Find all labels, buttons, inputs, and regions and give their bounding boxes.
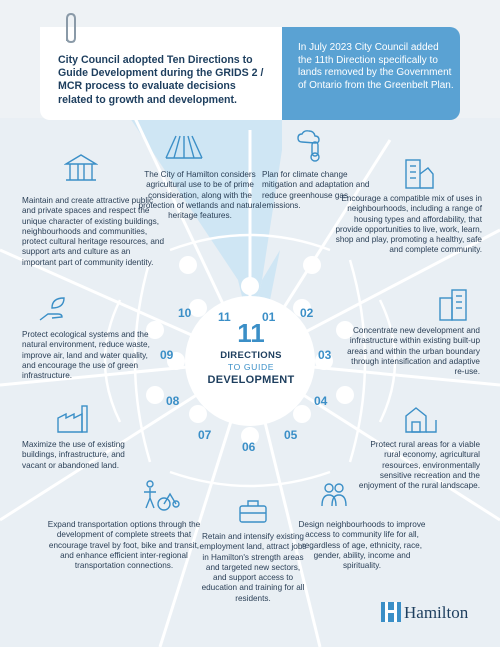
- buildings-icon: [438, 288, 470, 322]
- number-10: 10: [178, 306, 192, 320]
- direction-11-text: The City of Hamilton considers agricultural use to be of prime consideration, along with the protection of wetlands and natural heritage features.: [138, 170, 262, 221]
- number-01: 01: [262, 310, 276, 324]
- hamilton-logo-icon: [380, 600, 402, 624]
- direction-05-text: Design neighbourhoods to improve access to community life for all, regardless of age, ethnicity, race, gender, ability, income and spirituality.: [298, 520, 426, 571]
- factory-icon: [56, 404, 90, 434]
- number-02: 02: [300, 306, 314, 320]
- number-09: 09: [160, 348, 174, 362]
- direction-02-text: Encourage a compatible mix of uses in neighbourhoods, including a range of housing types and affordability, that provide opportunities to live, work, learn, shop and play, promoting a healthy, safe and complete community.: [335, 194, 482, 255]
- barn-icon: [402, 404, 438, 434]
- field-rows-icon: [164, 132, 204, 160]
- heritage-icon: [64, 152, 98, 184]
- neighbourhood-houses-icon: [402, 156, 434, 190]
- center-line2: TO GUIDE: [227, 362, 275, 372]
- climate-thermometer-icon: [296, 128, 326, 162]
- hand-leaf-icon: [38, 294, 70, 324]
- pedestrian-bike-icon: [140, 480, 180, 512]
- direction-07-text: Expand transportation options through the development of complete streets that encourage travel by foot, bike and transit, and enhance efficient inter-regional transportation connections.: [47, 520, 201, 571]
- number-08: 08: [166, 394, 180, 408]
- direction-06-text: Retain and intensify existing employment land, attract jobs in Hamilton's strength areas and targeted new sectors, and support access to education and training for all residents.: [199, 532, 307, 603]
- paperclip-icon: [58, 11, 84, 47]
- number-04: 04: [314, 394, 328, 408]
- number-11: 11: [218, 310, 231, 324]
- direction-10-text: Maintain and create attractive public and private spaces and respect the unique character of existing buildings, neighbourhoods and communities, protect cultural heritage resources, and support arts and culture as an important part of community identity.: [22, 196, 164, 267]
- direction-04-text: Protect rural areas for a viable rural economy, agricultural resources, environmentally sensitive recreation and the enjoyment of the rural landscape.: [358, 440, 480, 491]
- direction-03-text: Concentrate new development and infrastructure within existing built-up areas and within the urban boundary through intensification and adaptive re-use.: [347, 326, 480, 377]
- number-07: 07: [198, 428, 212, 442]
- center-line3: DEVELOPMENT: [207, 374, 295, 386]
- community-people-icon: [320, 480, 348, 508]
- number-06: 06: [242, 440, 256, 454]
- direction-08-text: Maximize the use of existing buildings, infrastructure, and vacant or abandoned land.: [22, 440, 125, 470]
- header-left-text: City Council adopted Ten Directions to Guide Development during the GRIDS 2 / MCR process to evaluate decisions related to growth and development.: [58, 54, 264, 106]
- direction-09-text: Protect ecological systems and the natural environment, reduce waste, improve air, land and water quality, and encourage the use of green infrastructure.: [22, 330, 150, 381]
- direction-01-text: Plan for climate change mitigation and adaptation and reduce greenhouse gas emissions.: [262, 170, 370, 210]
- hamilton-logo-text: Hamilton: [404, 603, 469, 622]
- header-right-text: In July 2023 City Council added the 11th Direction specifically to lands removed by the Government of Ontario from the Greenbelt Plan.: [298, 42, 454, 91]
- number-03: 03: [318, 348, 332, 362]
- center-number: 11: [237, 318, 265, 348]
- number-05: 05: [284, 428, 298, 442]
- briefcase-icon: [238, 498, 268, 524]
- center-line1: DIRECTIONS: [220, 350, 282, 361]
